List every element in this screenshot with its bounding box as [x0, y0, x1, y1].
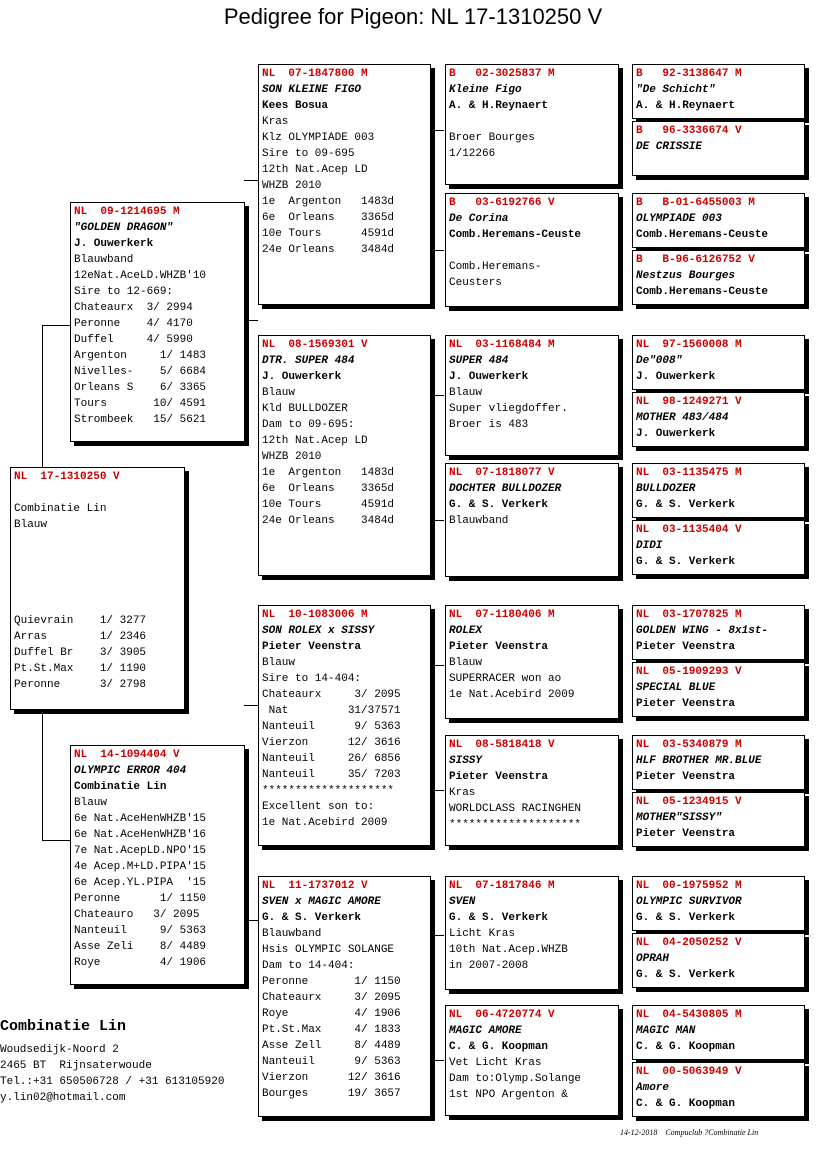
pigeon-name: SISSY: [449, 755, 483, 767]
pedigree-note: Blauw: [449, 657, 483, 669]
connector-line: [244, 705, 258, 706]
breeder-name: G. & S. Verkerk: [636, 912, 736, 924]
pedigree-note: Combinatie Lin: [14, 503, 107, 515]
pedigree-note: Klz OLYMPIADE 003: [262, 132, 375, 144]
ring-number: NL 03-1135404 V: [636, 524, 742, 536]
pigeon-name: HLF BROTHER MR.BLUE: [636, 755, 762, 767]
breeder-name: J. Ouwerkerk: [449, 371, 529, 383]
breeder-name: Comb.Heremans-Ceuste: [636, 229, 769, 241]
pigeon-name: DOCHTER BULLDOZER: [449, 483, 562, 495]
pedigree-note: Kras: [262, 116, 289, 128]
pedigree-note: Argenton 1/ 1483: [74, 350, 207, 362]
connector-line: [430, 130, 444, 131]
pigeon-card-gen4[interactable]: [632, 392, 805, 447]
pedigree-note: Excellent son to:: [262, 801, 375, 813]
pedigree-note: Peronne 1/ 1150: [74, 893, 207, 905]
pedigree-note: Super vliegdoffer.: [449, 403, 568, 415]
breeder-name: G. & S. Verkerk: [636, 556, 736, 568]
pedigree-note: Sire to 14-404:: [262, 673, 362, 685]
breeder-name: A. & H.Reynaert: [636, 100, 736, 112]
pedigree-note: Roye 4/ 1906: [74, 957, 207, 969]
pedigree-note: Blauw: [14, 519, 48, 531]
ring-number: NL 03-1168484 M: [449, 339, 555, 351]
pedigree-note: ********************: [449, 819, 582, 831]
pigeon-name: OLYMPIC ERROR 404: [74, 765, 187, 777]
pedigree-note: Broer is 483: [449, 419, 529, 431]
pedigree-note: Nivelles- 5/ 6684: [74, 366, 207, 378]
owner-address-line: 2465 BT Rijnsaterwoude: [0, 1060, 152, 1072]
pedigree-note: in 2007-2008: [449, 960, 529, 972]
ring-number: NL 03-1135475 M: [636, 467, 742, 479]
pedigree-note: 10th Nat.Acep.WHZB: [449, 944, 568, 956]
pigeon-name: SVEN x MAGIC AMORE: [262, 896, 381, 908]
connector-line: [430, 665, 444, 666]
ring-number: B B-96-6126752 V: [636, 254, 755, 266]
pigeon-card-gen4[interactable]: [632, 463, 805, 518]
pedigree-note: Nanteuil 9/ 5363: [262, 721, 401, 733]
pedigree-note: [449, 114, 615, 130]
pigeon-card-gen4[interactable]: [632, 662, 805, 717]
breeder-name: J. Ouwerkerk: [636, 428, 716, 440]
pedigree-note: 6e Acep.YL.PIPA '15: [74, 877, 207, 889]
ring-number: NL 08-5818418 V: [449, 739, 555, 751]
breeder-name: G. & S. Verkerk: [449, 912, 549, 924]
pigeon-name: "De Schicht": [636, 84, 716, 96]
connector-line: [430, 395, 444, 396]
pedigree-note: SUPERRACER won ao: [449, 673, 562, 685]
pigeon-card-dam[interactable]: [70, 745, 245, 985]
pigeon-name: "GOLDEN DRAGON": [74, 222, 174, 234]
breeder-name: Pieter Veenstra: [636, 828, 736, 840]
pigeon-card-gen3[interactable]: [445, 64, 619, 185]
pigeon-card-gen4[interactable]: [632, 520, 805, 575]
breeder-name: Pieter Veenstra: [449, 641, 549, 653]
pedigree-note: Chateaurx 3/ 2095: [262, 689, 401, 701]
pigeon-card-gen4[interactable]: [632, 1062, 805, 1117]
pigeon-card-gen2[interactable]: [258, 876, 431, 1117]
owner-phone: Tel.:+31 650506728 / +31 613105920: [0, 1076, 225, 1088]
pigeon-name: SON ROLEX x SISSY: [262, 625, 375, 637]
ring-number: NL 04-5430805 M: [636, 1009, 742, 1021]
ring-number: NL 98-1249271 V: [636, 396, 742, 408]
pigeon-name: De Corina: [449, 213, 509, 225]
breeder-name: G. & S. Verkerk: [449, 499, 549, 511]
pigeon-card-gen4[interactable]: [632, 335, 805, 390]
ring-number: B 92-3138647 M: [636, 68, 742, 80]
pedigree-note: Nanteuil 26/ 6856: [262, 753, 401, 765]
pedigree-note: 1e Argenton 1483d: [262, 196, 395, 208]
pedigree-note: 12eNat.AceLD.WHZB'10: [74, 270, 207, 282]
pigeon-card-gen4[interactable]: [632, 605, 805, 660]
breeder-name: Comb.Heremans-Ceuste: [449, 229, 582, 241]
pigeon-card-gen4[interactable]: [632, 876, 805, 931]
ring-number: NL 11-1737012 V: [262, 880, 368, 892]
pedigree-note: 12th Nat.Acep LD: [262, 435, 368, 447]
connector-line: [430, 520, 444, 521]
breeder-name: A. & H.Reynaert: [449, 100, 549, 112]
pedigree-note: Dam to 14-404:: [262, 960, 355, 972]
pedigree-note: 6e Orleans 3365d: [262, 483, 395, 495]
pigeon-card-gen3[interactable]: [445, 193, 619, 307]
ring-number: NL 07-1180406 M: [449, 609, 555, 621]
pedigree-note: Nanteuil 9/ 5363: [74, 925, 207, 937]
pedigree-note: Blauwband: [262, 928, 322, 940]
pedigree-note: 4e Acep.M+LD.PIPA'15: [74, 861, 207, 873]
pedigree-note: Arras 1/ 2346: [14, 631, 147, 643]
pedigree-note: Comb.Heremans-: [449, 261, 542, 273]
connector-line: [430, 250, 444, 251]
breeder-name: Pieter Veenstra: [636, 771, 736, 783]
pigeon-card-gen4[interactable]: [632, 121, 805, 176]
pigeon-card-gen3[interactable]: [445, 876, 619, 990]
pedigree-note: Blauwband: [449, 515, 509, 527]
pedigree-note: Blauw: [262, 657, 296, 669]
pigeon-name: BULLDOZER: [636, 483, 696, 495]
pedigree-note: Blauwband: [74, 254, 134, 266]
connector-line: [430, 790, 444, 791]
breeder-name: J. Ouwerkerk: [262, 371, 342, 383]
pedigree-note: [14, 597, 181, 613]
pedigree-note: Duffel 4/ 5990: [74, 334, 193, 346]
pedigree-note: Nanteuil 9/ 5363: [262, 1056, 401, 1068]
pedigree-note: Peronne 3/ 2798: [14, 679, 147, 691]
breeder-name: C. & G. Koopman: [636, 1041, 736, 1053]
pigeon-card-gen3[interactable]: [445, 335, 619, 456]
pigeon-card-gen4[interactable]: [632, 792, 805, 847]
ring-number: NL 06-4720774 V: [449, 1009, 555, 1021]
ring-number: NL 10-1083006 M: [262, 609, 368, 621]
pedigree-note: Chateaurx 3/ 2095: [262, 992, 401, 1004]
pigeon-card-gen3[interactable]: [445, 1005, 619, 1116]
connector-line: [244, 320, 258, 321]
pedigree-note: Chateauro 3/ 2095: [74, 909, 200, 921]
pigeon-name: DTR. SUPER 484: [262, 355, 355, 367]
pedigree-note: [14, 581, 181, 597]
ring-number: NL 07-1818077 V: [449, 467, 555, 479]
breeder-name: Pieter Veenstra: [449, 771, 549, 783]
pigeon-name: DIDI: [636, 540, 663, 552]
pedigree-note: Ceusters: [449, 277, 502, 289]
pedigree-note: [14, 533, 181, 549]
pedigree-note: Vierzon 12/ 3616: [262, 737, 401, 749]
pedigree-note: Blauw: [74, 797, 108, 809]
owner-address: [0, 1042, 224, 1106]
pedigree-note: Bourges 19/ 3657: [262, 1088, 401, 1100]
pedigree-note: Nanteuil 35/ 7203: [262, 769, 401, 781]
ring-number: NL 17-1310250 V: [14, 471, 120, 483]
pigeon-card-gen3[interactable]: [445, 735, 619, 846]
ring-number: NL 14-1094404 V: [74, 749, 180, 761]
pigeon-name: SVEN: [449, 896, 476, 908]
ring-number: NL 05-1909293 V: [636, 666, 742, 678]
breeder-name: Comb.Heremans-Ceuste: [636, 286, 769, 298]
pigeon-name: SON KLEINE FIGO: [262, 84, 362, 96]
pigeon-name: GOLDEN WING - 8x1st-: [636, 625, 769, 637]
breeder-name: G. & S. Verkerk: [636, 969, 736, 981]
breeder-name: J. Ouwerkerk: [74, 238, 154, 250]
ring-number: NL 07-1847800 M: [262, 68, 368, 80]
connector-line: [244, 180, 258, 181]
ring-number: NL 00-5063949 V: [636, 1066, 742, 1078]
breeder-name: Pieter Veenstra: [262, 641, 362, 653]
pigeon-name: Nestzus Bourges: [636, 270, 736, 282]
pigeon-name: SPECIAL BLUE: [636, 682, 716, 694]
pedigree-note: Tours 10/ 4591: [74, 398, 207, 410]
pedigree-note: WHZB 2010: [262, 451, 322, 463]
pigeon-name: MOTHER"SISSY": [636, 812, 722, 824]
pedigree-note: 6e Nat.AceHenWHZB'16: [74, 829, 207, 841]
pedigree-note: Sire to 09-695: [262, 148, 355, 160]
pedigree-note: [14, 485, 181, 501]
pigeon-card-gen4[interactable]: [632, 1005, 805, 1060]
pedigree-note: [14, 549, 181, 565]
connector-line: [430, 935, 444, 936]
owner-name: Combinatie Lin: [0, 1018, 127, 1035]
pedigree-note: Kras: [449, 787, 476, 799]
pedigree-note: Hsis OLYMPIC SOLANGE: [262, 944, 395, 956]
pedigree-note: Blauw: [449, 387, 483, 399]
pedigree-note: Vet Licht Kras: [449, 1057, 542, 1069]
pedigree-note: 1e Nat.Acebird 2009: [262, 817, 388, 829]
pedigree-note: 1e Nat.Acebird 2009: [449, 689, 575, 701]
pedigree-note: [14, 565, 181, 581]
pigeon-card-gen2[interactable]: [258, 605, 431, 846]
pedigree-note: 7e Nat.AcepLD.NPO'15: [74, 845, 207, 857]
owner-address-line: Woudsedijk-Noord 2: [0, 1044, 119, 1056]
connector-line: [244, 920, 258, 921]
pigeon-card-gen2[interactable]: [258, 64, 431, 305]
pigeon-name: MOTHER 483/484: [636, 412, 729, 424]
ring-number: NL 00-1975952 M: [636, 880, 742, 892]
pedigree-note: Dam to:Olymp.Solange: [449, 1073, 582, 1085]
pigeon-card-gen3[interactable]: [445, 605, 619, 719]
pigeon-name: MAGIC MAN: [636, 1025, 696, 1037]
ring-number: NL 05-1234915 V: [636, 796, 742, 808]
pigeon-card-gen3[interactable]: [445, 463, 619, 577]
ring-number: NL 09-1214695 M: [74, 206, 180, 218]
pedigree-note: Vierzon 12/ 3616: [262, 1072, 401, 1084]
pigeon-name: Amore: [636, 1082, 670, 1094]
pedigree-note: 6e Orleans 3365d: [262, 212, 395, 224]
pedigree-note: 12th Nat.Acep LD: [262, 164, 368, 176]
breeder-name: G. & S. Verkerk: [262, 912, 362, 924]
pedigree-note: Chateaurx 3/ 2994: [74, 302, 193, 314]
pedigree-note: Pt.St.Max 4/ 1833: [262, 1024, 401, 1036]
pedigree-note: Quievrain 1/ 3277: [14, 615, 147, 627]
owner-email: y.lin02@hotmail.com: [0, 1092, 126, 1104]
pigeon-card-gen4[interactable]: [632, 933, 805, 988]
pedigree-note: 6e Nat.AceHenWHZB'15: [74, 813, 207, 825]
pigeon-name: De"008": [636, 355, 683, 367]
pedigree-note: Asse Zeli 8/ 4489: [74, 941, 207, 953]
pedigree-note: WHZB 2010: [262, 180, 322, 192]
pedigree-note: Peronne 4/ 4170: [74, 318, 193, 330]
pedigree-note: 1/12266: [449, 148, 496, 160]
connector-line: [42, 840, 72, 841]
pedigree-note: Sire to 12-669:: [74, 286, 174, 298]
pigeon-name: ROLEX: [449, 625, 483, 637]
pedigree-note: Duffel Br 3/ 3905: [14, 647, 147, 659]
ring-number: B 96-3336674 V: [636, 125, 742, 137]
ring-number: B 02-3025837 M: [449, 68, 555, 80]
pigeon-card-subject[interactable]: [10, 467, 185, 710]
pedigree-note: 24e Orleans 3484d: [262, 244, 395, 256]
breeder-name: [636, 155, 801, 171]
pigeon-card-gen4[interactable]: [632, 193, 805, 248]
pigeon-name: SUPER 484: [449, 355, 509, 367]
ring-number: NL 03-1707825 M: [636, 609, 742, 621]
breeder-name: G. & S. Verkerk: [636, 499, 736, 511]
pigeon-name: OLYMPIC SURVIVOR: [636, 896, 742, 908]
pedigree-note: Pt.St.Max 1/ 1190: [14, 663, 147, 675]
pedigree-note: Roye 4/ 1906: [262, 1008, 401, 1020]
ring-number: B 03-6192766 V: [449, 197, 555, 209]
pedigree-note: 1st NPO Argenton &: [449, 1089, 568, 1101]
connector-line: [42, 325, 43, 468]
breeder-name: Pieter Veenstra: [636, 641, 736, 653]
pigeon-name: DE CRISSIE: [636, 141, 703, 153]
pedigree-note: 1e Argenton 1483d: [262, 467, 395, 479]
breeder-name: J. Ouwerkerk: [636, 371, 716, 383]
ring-number: NL 08-1569301 V: [262, 339, 368, 351]
pigeon-card-gen2[interactable]: [258, 335, 431, 576]
breeder-name: Combinatie Lin: [74, 781, 167, 793]
pedigree-note: ********************: [262, 785, 395, 797]
connector-line: [42, 710, 43, 840]
pigeon-card-gen4[interactable]: [632, 735, 805, 790]
print-info: 14-12-2018 Compuclub ?Combinatie Lin: [620, 1128, 759, 1137]
pedigree-note: Kld BULLDOZER: [262, 403, 348, 415]
pigeon-card-gen4[interactable]: [632, 250, 805, 305]
breeder-name: C. & G. Koopman: [449, 1041, 549, 1053]
pedigree-note: WORLDCLASS RACINGHEN: [449, 803, 582, 815]
ring-number: NL 07-1817846 M: [449, 880, 555, 892]
pedigree-note: Peronne 1/ 1150: [262, 976, 401, 988]
pigeon-card-gen4[interactable]: [632, 64, 805, 119]
ring-number: B B-01-6455003 M: [636, 197, 755, 209]
pigeon-name: OLYMPIADE 003: [636, 213, 722, 225]
pedigree-note: Orleans S 6/ 3365: [74, 382, 207, 394]
breeder-name: Kees Bosua: [262, 100, 329, 112]
pigeon-name: OPRAH: [636, 953, 670, 965]
pedigree-note: 24e Orleans 3484d: [262, 515, 395, 527]
pedigree-note: Licht Kras: [449, 928, 516, 940]
pedigree-note: 10e Tours 4591d: [262, 228, 395, 240]
pigeon-name: Kleine Figo: [449, 84, 522, 96]
pigeon-name: MAGIC AMORE: [449, 1025, 522, 1037]
page-title: Pedigree for Pigeon: NL 17-1310250 V: [223, 4, 603, 29]
connector-line: [42, 325, 72, 326]
pigeon-card-sire[interactable]: [70, 202, 245, 442]
pedigree-note: Blauw: [262, 387, 296, 399]
pedigree-note: Dam to 09-695:: [262, 419, 355, 431]
pedigree-note: 10e Tours 4591d: [262, 499, 395, 511]
ring-number: NL 97-1560008 M: [636, 339, 742, 351]
pedigree-note: [449, 243, 615, 259]
pedigree-note: Broer Bourges: [449, 132, 535, 144]
pedigree-note: Nat 31/37571: [262, 705, 401, 717]
ring-number: NL 03-5340879 M: [636, 739, 742, 751]
breeder-name: Pieter Veenstra: [636, 698, 736, 710]
connector-line: [430, 1060, 444, 1061]
breeder-name: C. & G. Koopman: [636, 1098, 736, 1110]
pedigree-note: Strombeek 15/ 5621: [74, 414, 207, 426]
pedigree-note: Asse Zell 8/ 4489: [262, 1040, 401, 1052]
ring-number: NL 04-2050252 V: [636, 937, 742, 949]
